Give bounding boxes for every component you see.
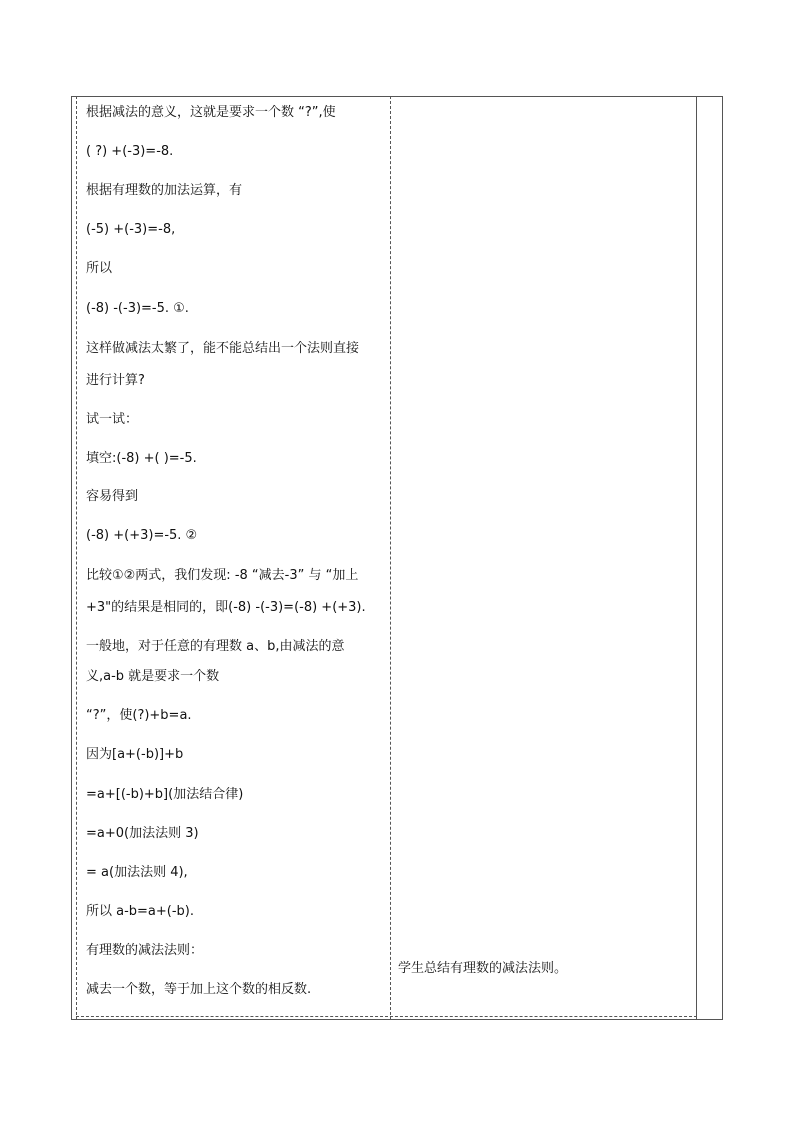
text-line: 所以 bbox=[86, 261, 113, 276]
text-line: 减去一个数，等于加上这个数的相反数. bbox=[86, 982, 312, 997]
student-activity-column bbox=[398, 960, 688, 978]
text-line: 一般地，对于任意的有理数 a、b,由减法的意 bbox=[86, 639, 345, 654]
student-activity-text: 学生总结有理数的减法法则。 bbox=[398, 961, 568, 976]
text-line: 因为[a+(-b)]+b bbox=[86, 747, 184, 762]
table-right-divider bbox=[696, 96, 697, 1020]
text-line: +3"的结果是相同的，即(-8) -(-3)=(-8) +(+3). bbox=[86, 600, 366, 615]
text-line: 填空:(-8) +( )=-5. bbox=[86, 451, 197, 466]
text-line: (-5) +(-3)=-8, bbox=[86, 222, 176, 237]
text-line: = a(加法法则 4), bbox=[86, 865, 188, 880]
text-line: 容易得到 bbox=[86, 489, 139, 504]
text-line: 进行计算? bbox=[86, 373, 145, 388]
text-line: 这样做减法太繁了，能不能总结出一个法则直接 bbox=[86, 341, 360, 356]
text-line: 义,a-b 就是要求一个数 bbox=[86, 669, 220, 684]
text-line: ( ?) +(-3)=-8. bbox=[86, 144, 174, 159]
text-line: (-8) -(-3)=-5. ①. bbox=[86, 301, 189, 316]
table-inner-top-border bbox=[76, 96, 697, 97]
text-line: (-8) +(+3)=-5. ② bbox=[86, 528, 198, 543]
table-middle-divider bbox=[390, 96, 391, 1020]
table-left-divider bbox=[76, 96, 77, 1020]
table-inner-bottom-border bbox=[76, 1016, 697, 1017]
text-line: “?”，使(?)+b=a. bbox=[86, 708, 192, 723]
text-line: 根据有理数的加法运算，有 bbox=[86, 183, 243, 198]
text-line: 所以 a-b=a+(-b). bbox=[86, 904, 195, 919]
text-line: 比较①②两式，我们发现: -8 “减去-3” 与 “加上 bbox=[86, 568, 359, 583]
text-line: =a+[(-b)+b](加法结合律) bbox=[86, 787, 244, 802]
text-line: =a+0(加法法则 3) bbox=[86, 826, 199, 841]
text-line: 试一试： bbox=[86, 412, 139, 427]
text-line: 有理数的减法法则： bbox=[86, 943, 204, 958]
text-line: 根据减法的意义，这就是要求一个数 “?”,使 bbox=[86, 105, 336, 120]
